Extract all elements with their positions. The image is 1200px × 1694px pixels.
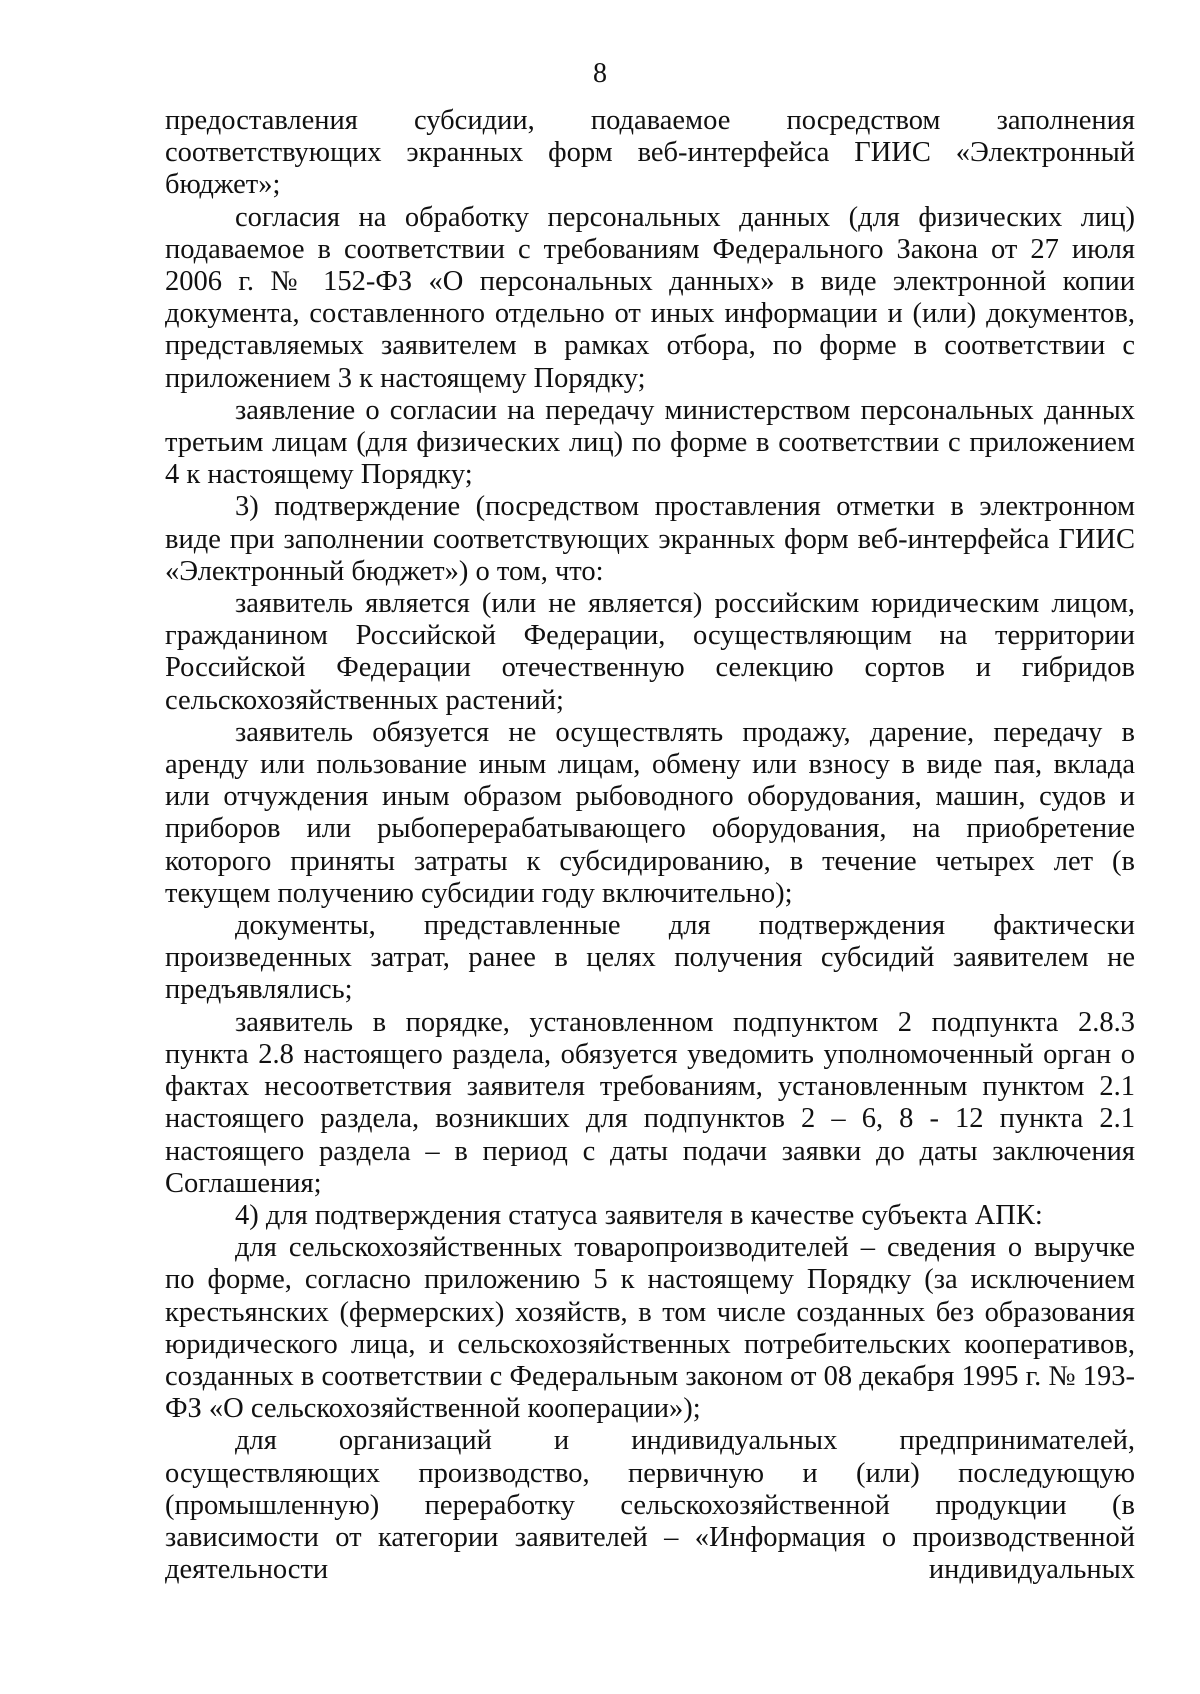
paragraph-data-transfer-consent: заявление о согласии на передачу министерством персональных данных третьим лицам (для физических лиц) по форме в соответствии с приложением 4 к настоящему Порядку; bbox=[165, 394, 1135, 491]
paragraph-apk-status-item-4: 4) для подтверждения статуса заявителя в качестве субъекта АПК: bbox=[235, 1199, 1043, 1231]
paragraph-confirmation-item-3: 3) подтверждение (посредством проставления отметки в электронном виде при заполнении соответствующих экранных форм веб-интерфейса ГИИС «Электронный бюджет») о том, что: bbox=[165, 491, 1135, 587]
paragraph-revenue-information: для сельскохозяйственных товаропроизводителей – сведения о выручке по форме, согласно приложению 5 к настоящему Порядку (за исключением крестьянских (фермерских) хозяйств, в том числе созданных без образования юридического лица, и сельскохозяйственных потребительских кооперативов, созданных в соответствии с Федеральным законом от 08 декабря 1995 г. № 193-ФЗ «О сельскохозяйственной кооперации»); bbox=[165, 1232, 1135, 1425]
paragraph-no-alienation-obligation: заявитель обязуется не осуществлять продажу, дарение, передачу в аренду или пользование иным лицам, обмену или взносу в виде пая, вклада или отчуждения иным образом рыбоводного оборудования, машин, судов и приборов или рыбоперерабатывающего оборудования, на приобретение которого приняты затраты к субсидированию, в течение четырех лет (в текущем получению субсидии году включительно); bbox=[165, 716, 1135, 909]
paragraph-production-activity: для организаций и индивидуальных предпринимателей, осуществляющих производство, первичную и (или) последующую (промышленную) переработку сельскохозяйственной продукции (в зависимости от категории заявителей – «Информация о производственной деятельности индивидуальных bbox=[165, 1425, 1135, 1586]
paragraph-documents-not-presented: документы, представленные для подтверждения фактически произведенных затрат, ранее в целях получения субсидий заявителем не предъявлялись; bbox=[165, 910, 1135, 1006]
paragraph-subsidy-application: предоставления субсидии, подаваемое посредством заполнения соответствующих экранных форм веб-интерфейса ГИИС «Электронный бюджет»; bbox=[165, 105, 1135, 201]
body-text bbox=[165, 105, 1135, 1586]
paragraph-personal-data-consent: согласия на обработку персональных данных (для физических лиц) подаваемое в соответствии с требованиям Федерального Закона от 27 июля 2006 г. № 152-ФЗ «О персональных данных» в виде электронной копии документа, составленного отдельно от иных информации и (или) документов, представляемых заявителем в рамках отбора, по форме в соответствии с приложением 3 к настоящему Порядку; bbox=[165, 201, 1135, 394]
page-number: 8 bbox=[593, 58, 607, 89]
paragraph-notification-obligation: заявитель в порядке, установленном подпунктом 2 подпункта 2.8.3 пункта 2.8 настоящего раздела, обязуется уведомить уполномоченный орган о фактах несоответствия заявителя требованиям, установленным пунктом 2.1 настоящего раздела, возникших для подпунктов 2 – 6, 8 - 12 пункта 2.1 настоящего раздела – в период с даты подачи заявки до даты заключения Соглашения; bbox=[165, 1006, 1135, 1199]
paragraph-russian-legal-entity: заявитель является (или не является) российским юридическим лицом, гражданином Российской Федерации, осуществляющим на территории Российской Федерации отечественную селекцию сортов и гибридов сельскохозяйственных растений; bbox=[165, 588, 1135, 716]
